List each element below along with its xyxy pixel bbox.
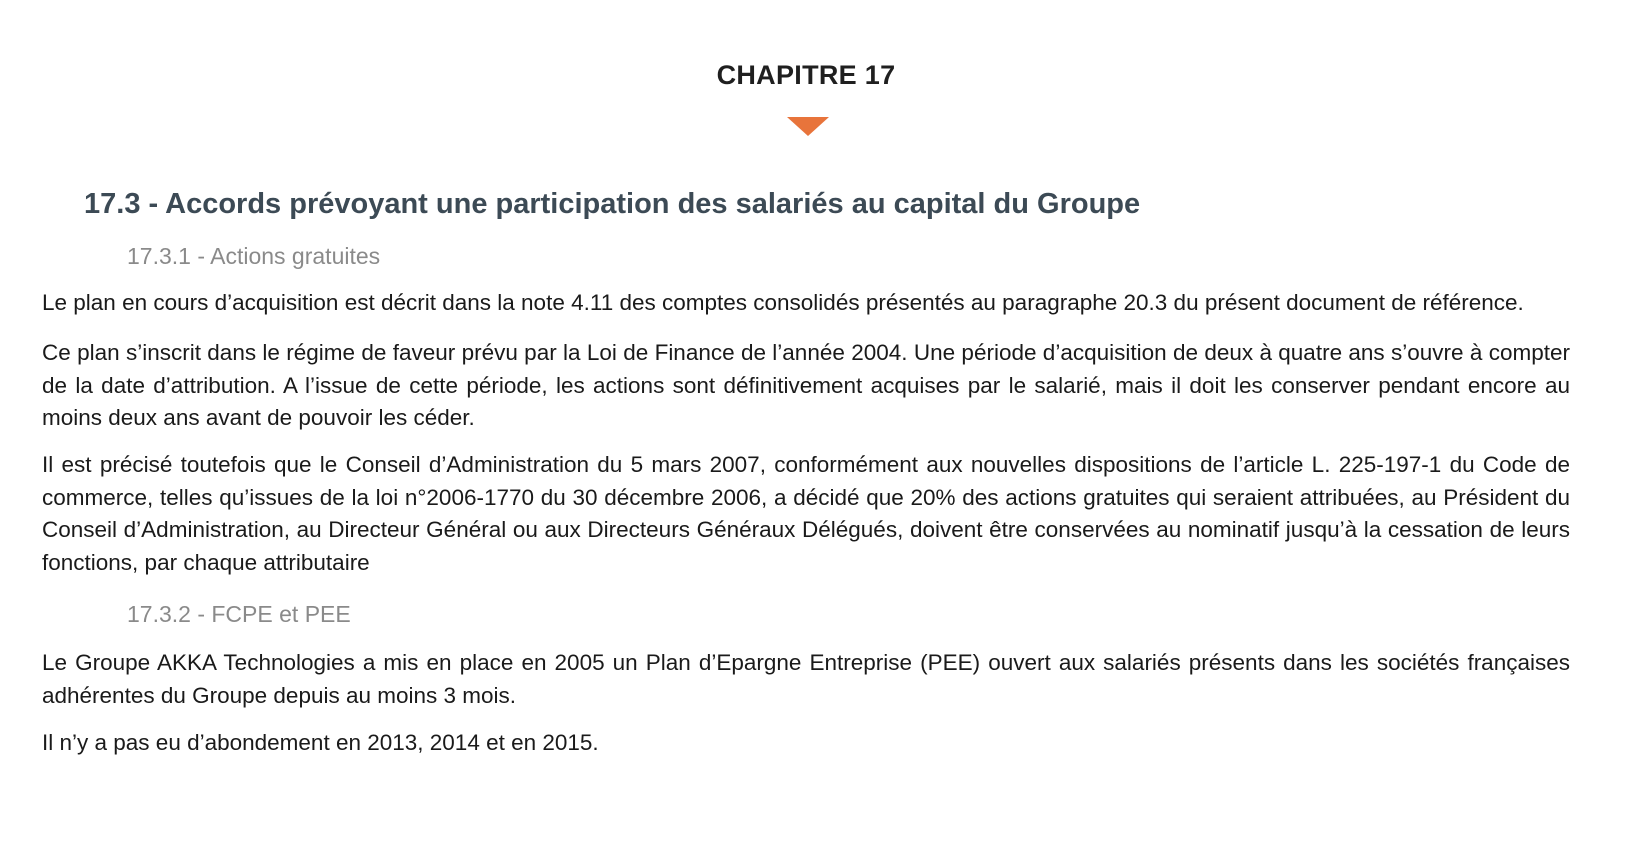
- paragraph-abondement: Il n’y a pas eu d’abondement en 2013, 2014 et en 2015.: [42, 730, 599, 755]
- subsection-title-actions-gratuites: 17.3.1 - Actions gratuites: [127, 243, 381, 269]
- chapter-triangle-icon: [787, 117, 829, 136]
- paragraph-plan-epargne: Le Groupe AKKA Technologies a mis en place en 2005 un Plan d’Epargne Entreprise (PEE) ouvert aux salariés présents dans les sociétés françaises adhérentes du Groupe depuis au moins 3 mois.: [42, 650, 1570, 708]
- paragraph-conseil-administration: Il est précisé toutefois que le Conseil d’Administration du 5 mars 2007, conformément aux nouvelles dispositions de l’article L. 225-197-1 du Code de commerce, telles qu’issues de la loi n°2006-1770 du 30 décembre 2006, a décidé que 20% des actions gratuites qui seraient attribuées, au Président du Conseil d’Administration, au Directeur Général ou aux Directeurs Généraux Délégués, doivent être conservées au nominatif jusqu’à la cessation de leurs fonctions, par chaque attributaire: [42, 452, 1570, 575]
- paragraph-plan-acquisition: Le plan en cours d’acquisition est décrit dans la note 4.11 des comptes consolidés présentés au paragraphe 20.3 du présent document de référence.: [42, 290, 1524, 315]
- chapter-heading: CHAPITRE 17: [716, 60, 896, 90]
- subsection-title-fcpe-pee: 17.3.2 - FCPE et PEE: [127, 601, 351, 627]
- paragraph-regime-faveur: Ce plan s’inscrit dans le régime de faveur prévu par la Loi de Finance de l’année 2004. Une période d’acquisition de deux à quatre ans s’ouvre à compter de la date d’attribution. A l’issue de cette période, les actions sont définitivement acquises par le salarié, mais il doit les conserver pendant encore au moins deux ans avant de pouvoir les céder.: [42, 340, 1570, 430]
- section-title: 17.3 - Accords prévoyant une participation des salariés au capital du Groupe: [84, 188, 1141, 220]
